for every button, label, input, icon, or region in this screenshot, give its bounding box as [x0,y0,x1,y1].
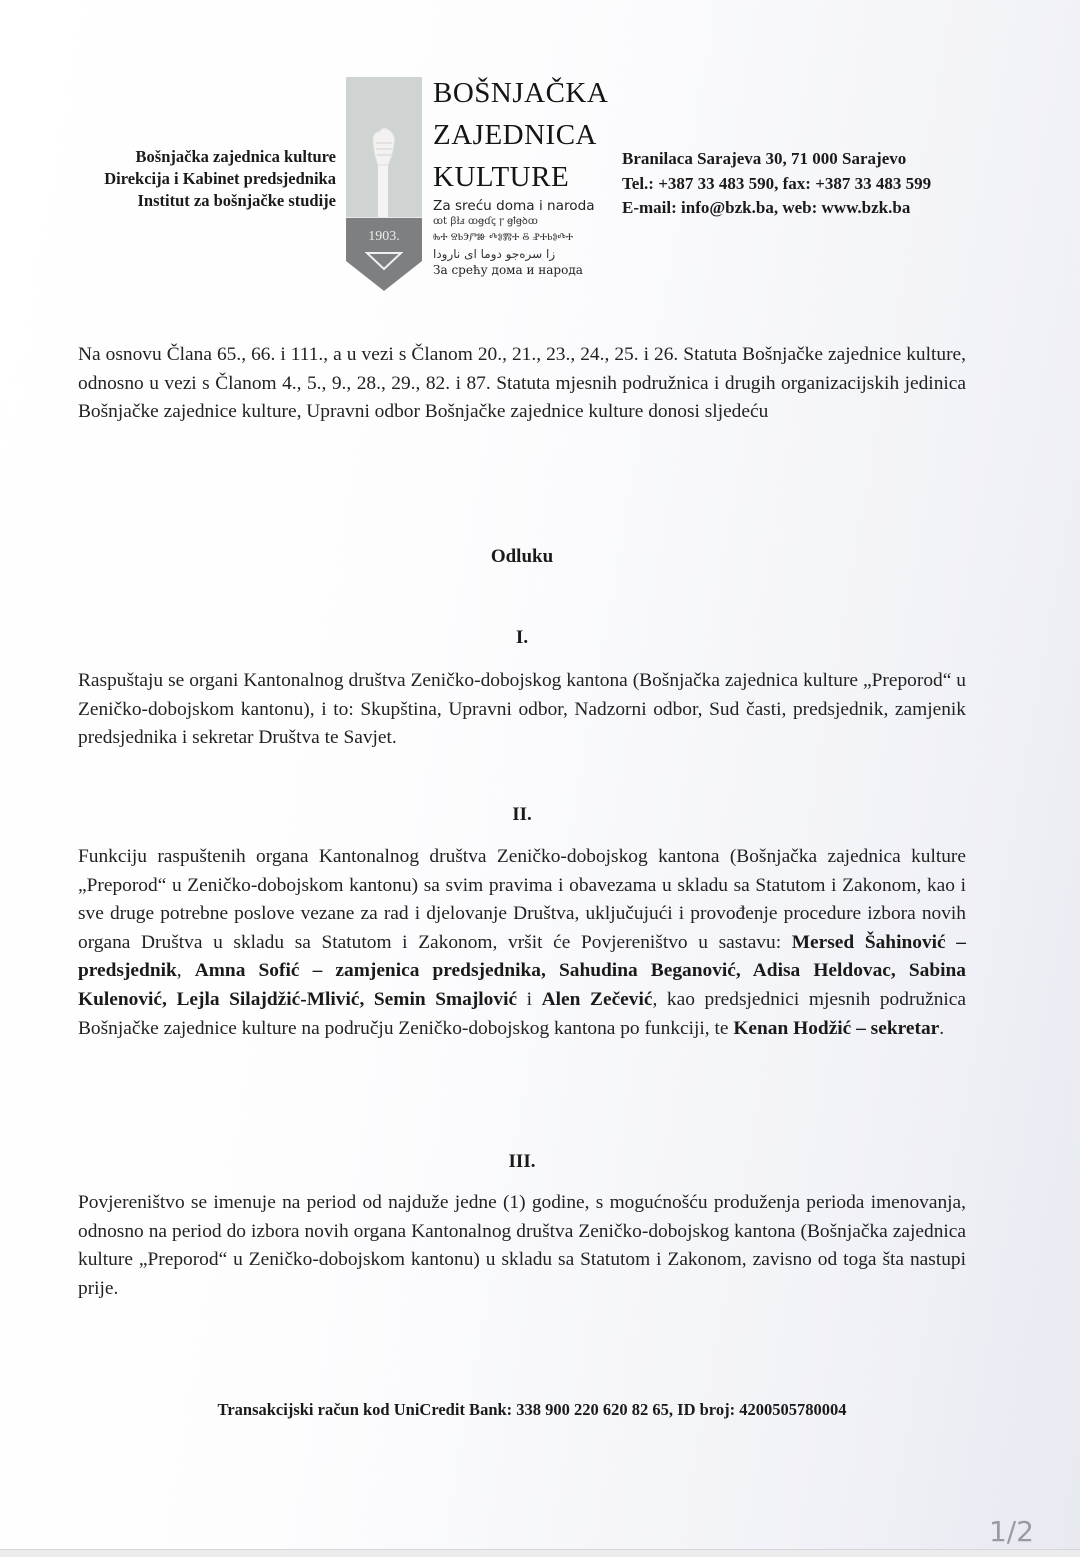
section-text: Povjereništvo se imenuje na period od najduže jedne (1) godine, s mogućnošću produženja perioda imenovanja, odnosno na period do izbora novih organa Kantonalnog društva Zeničko-dobojskog kantona (Bošnjačka zajednica kulture „Preporod“ u Zeničko-dobojskom kantonu) u skladu sa Statutom i Zakonom, zavisno od toga šta nastupi prije. [78,1192,966,1299]
header-left-line: Direkcija i Kabinet predsjednika [104,169,336,188]
header-left-line: Institut za bošnjačke studije [137,191,336,210]
text-run: . [939,1017,945,1039]
header-organization-units [0,146,336,212]
decision-title: Odluku [490,546,554,567]
logo-motto-arebica: زا سرەجو دوما ای نارودا [433,247,556,261]
text-run: Funkciju raspuštenih organa Kantonalnog društva Zeničko-dobojskog kantona (Bošnjačka zajednica kulture „Preporod“ u Zeničko-dobojskom kantonu) sa svim pravima i obavezama u skladu sa Statutom i Zakonom, kao i sve druge potrebne poslove vezane za rad i djelovanje Društva, uključujući i provođenje procedure izbora novih organa Društva u skladu sa Statutom i Zakonom, vršit će Povjereništvo u sastavu: [78,846,966,953]
logo-motto-cyrillic: За срећу дома и народа [433,263,583,277]
page-indicator: 1/2 [988,1515,1034,1548]
header-phone-fax: Tel.: +387 33 483 590, fax: +387 33 483 599 [622,173,932,193]
text-run: , kao predsjednici mjesnih podružnica Bošnjačke zajednice kulture na području Zeničko-dobojskog kantona po funkciji, te [78,988,967,1039]
logo-title-line: KULTURE [433,161,570,193]
logo-motto-latin: Za sreću doma i naroda [433,198,595,214]
text-run: , [176,960,195,982]
section-number: III. [508,1151,536,1172]
logo-motto-glagolitic: ⰈⰀ ⰔⰓⰅⰣⰖ ⰄⰑⰏⰀ Ⰻ ⰐⰀⰓⰑⰄⰀ [433,232,574,243]
bold-name: Amna Sofić – zamjenica predsjednika, Sahudina Beganović, Adisa Heldovac, Sabina Kulenović, Lejla Silajdžić-Mlivić, Semin Smajlović [78,960,966,1010]
section-text: Raspuštaju se organi Kantonalnog društva Zeničko-dobojskog kantona (Bošnjačka zajednica kulture „Preporod“ u Zeničko-dobojskom kantonu), i to: Skupština, Upravni odbor, Nadzorni odbor, Sud časti, predsjednik, zamjenik predsjednika i sekretar Društva te Savjet. [78,670,966,749]
section-number: I. [515,627,529,648]
logo-wordmark [433,72,623,278]
section-number: II. [512,804,532,825]
footer-bank-info: Transakcijski račun kod UniCredit Bank: 338 900 220 620 82 65, ID broj: 4200505780004 [217,1400,847,1419]
intro-paragraph: Na osnovu Člana 65., 66. i 111., a u vezi s Članom 20., 21., 23., 24., 25. i 26. Statuta Bošnjačke zajednice kulture, odnosno u vezi s Članom 4., 5., 9., 28., 29., 82. i 87. Statuta mjesnih podružnica i drugih organizacijskih jedinica Bošnjačke zajednice kulture, Upravni odbor Bošnjačke zajednice kulture donosi sljedeću [78,344,966,423]
logo-motto-bosancica: ꝏt ꞵłⅎ ꝏꞡɗꞔ ꞅ ꞡꝉꞡꝺꝏ [433,216,538,227]
logo-title-line: BOŠNJAČKA [433,77,609,109]
text-run: i [517,988,542,1010]
logo-title-line: ZAJEDNICA [433,119,597,151]
header-email-web: E-mail: info@bzk.ba, web: www.bzk.ba [622,198,911,217]
section-text [78,843,966,1043]
emblem-year: 1903. [368,229,400,244]
header-left-line: Bošnjačka zajednica kulture [135,147,336,166]
header-address: Branilaca Sarajeva 30, 71 000 Sarajevo [622,149,907,168]
bold-name: Mersed Šahinović – predsjednik [78,931,966,982]
bold-name: Kenan Hodžić – sekretar [733,1017,940,1039]
bold-name: Alen Zečević [541,988,653,1010]
bzk-torch-emblem-icon [346,77,422,292]
header-contact-info [622,147,1062,221]
